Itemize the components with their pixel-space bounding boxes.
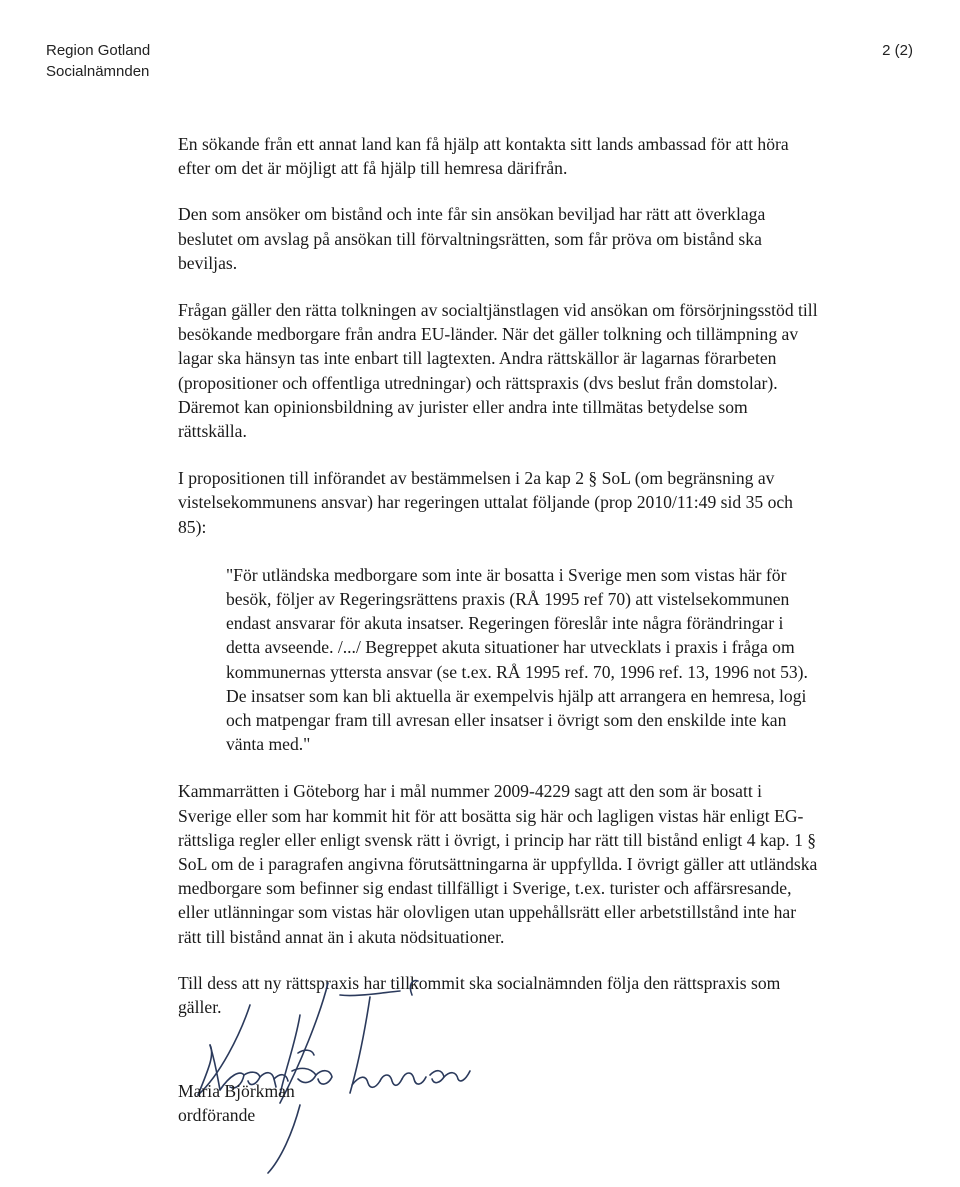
paragraph-court-ruling: Kammarrätten i Göteborg har i mål nummer 2009-4229 sagt att den som är bosatt i Sverige eller som har kommit hit för att bosätta sig här och lagligen vistas här enligt EG-rättsliga regler eller enligt svensk rätt i övrigt, i princip har rätt till bistånd enligt 4 kap. 1 § SoL om de i paragrafen angivna förutsättningarna är uppfyllda. I övrigt gäller att utländska medborgare som befinner sig endast tillfälligt i Sverige, t.ex. turister och affärsresande, eller utlänningar som vistas här olovligen utan uppehållsrätt eller arbetstillstånd inte har rätt till bistånd annat än i akuta nödsituationer.: [178, 781, 818, 947]
organization-name: Region Gotland: [46, 42, 151, 59]
signer-name: Maria Björkman: [178, 1081, 295, 1101]
letterhead: [46, 40, 150, 82]
department-name: Socialnämnden: [46, 63, 150, 80]
signer-title: ordförande: [178, 1105, 256, 1126]
page-number: 2 (2): [882, 42, 913, 59]
letter-body: [178, 132, 818, 1019]
paragraph-proposition: I propositionen till införandet av bestämmelsen i 2a kap 2 § SoL (om begränsning av vistelsekommunens ansvar) har regeringen uttalat följande (prop 2010/11:49 sid 35 och 85):: [178, 468, 793, 537]
paragraph-conclusion: Till dess att ny rättspraxis har tillkommit ska socialnämnden följa den rättspraxis som gäller.: [178, 972, 781, 1018]
paragraph-appeal: Den som ansöker om bistånd och inte får sin ansökan beviljad har rätt att överklaga beslutet om avslag på ansökan till förvaltningsrätten, som får pröva om bistånd ska beviljas.: [178, 204, 766, 273]
paragraph-embassy: En sökande från ett annat land kan få hjälp att kontakta sitt lands ambassad för att höra efter om det är möjligt att få hjälp till hemresa därifrån.: [178, 134, 789, 179]
handwritten-signature: [180, 975, 500, 1175]
block-quote: "För utländska medborgare som inte är bosatta i Sverige men som vistas här för besök, följer av Regeringsrättens praxis (RÅ 1995 ref 70) att vistelsekommunen endast ansvarar för akuta insatser. Regeringen föreslår inte några förändringar i detta avseende. /.../ Begreppet akuta situationer har utvecklats i praxis i fråga om kommunernas yttersta ansvar (se t.ex. RÅ 1995 ref. 70, 1996 ref. 13, 1996 not 53). De insatser som kan bli aktuella är exempelvis hjälp att arrangera en hemresa, logi och matpengar fram till avresan eller insatser i övrigt som den enskilde inte kan vänta med.": [226, 564, 808, 755]
signatory: [178, 1079, 295, 1127]
paragraph-interpretation: Frågan gäller den rätta tolkningen av socialtjänstlagen vid ansökan om försörjningsstöd till besökande medborgare från andra EU-länder. När det gäller tolkning och tillämpning av lagar ska hänsyn tas inte enbart till lagtexten. Andra rättskällor är lagarnas förarbeten (propositioner och offentliga utredningar) och rättspraxis (dvs beslut från domstolar). Däremot kan opinionsbildning av jurister eller andra inte tillmätas betydelse som rättskälla.: [178, 300, 818, 442]
